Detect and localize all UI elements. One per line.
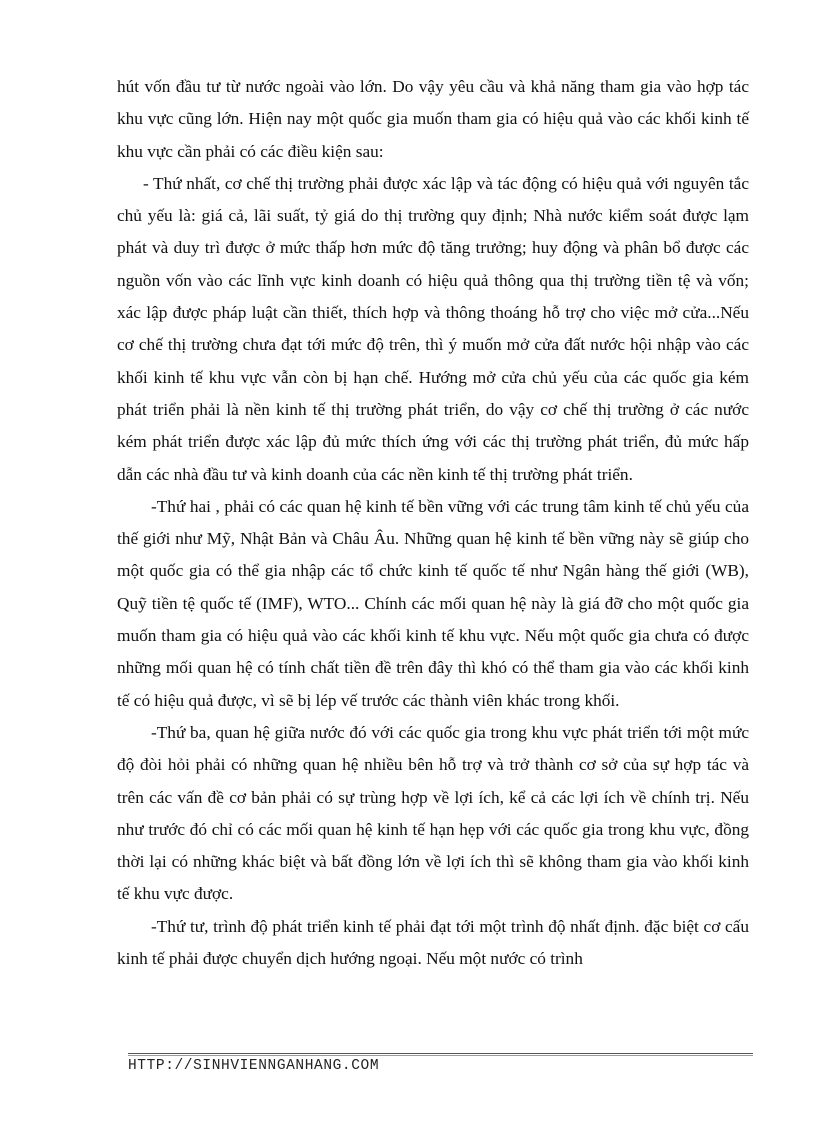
- paragraph-intro: hút vốn đầu tư từ nước ngoài vào lớn. Do vậy yêu cầu và khả năng tham gia vào hợp tác khu vực cũng lớn. Hiện nay một quốc gia muốn tham gia có hiệu quả vào các khối kinh tế khu vực cần phải có các điều kiện sau:: [117, 77, 749, 161]
- paragraph-fourth-condition: -Thứ tư, trình độ phát triển kinh tế phải đạt tới một trình độ nhất định. đặc biệt cơ cấu kinh tế phải được chuyển dịch hướng ngoại. Nếu một nước có trình: [117, 916, 749, 969]
- paragraph-second-condition: -Thứ hai , phải có các quan hệ kinh tế bền vững với các trung tâm kinh tế chủ yếu của thế giới như Mỹ, Nhật Bản và Châu Âu. Những quan hệ kinh tế bền vững này sẽ giúp cho một quốc gia có thể gia nhập các tổ chức kinh tế quốc tế như Ngân hàng thế giới (WB), Quỹ tiền tệ quốc tế (IMF), WTO... Chính các mối quan hệ này là giá đỡ cho một quốc gia muốn tham gia có hiệu quả vào các khối kinh tế khu vực. Nếu một quốc gia chưa có được những mối quan hệ có tính chất tiền đề trên đây thì khó có thể tham gia vào các khối kinh tế có hiệu quả được, vì sẽ bị lép vế trước các thành viên khác trong khối.: [117, 496, 749, 710]
- paragraph-third-condition: -Thứ ba, quan hệ giữa nước đó với các quốc gia trong khu vực phát triển tới một mức độ đòi hỏi phải có những quan hệ nhiều bên hỗ trợ và trở thành cơ sở của sự hợp tác và trên các vấn đề cơ bản phải có sự trùng hợp về lợi ích, kể cả các lợi ích về chính trị. Nếu như trước đó chỉ có các mối quan hệ kinh tế hạn hẹp với các quốc gia trong khu vực, đồng thời lại có những khác biệt và bất đồng lớn về lợi ích thì sẽ không tham gia vào khối kinh tế khu vực được.: [117, 722, 749, 904]
- document-body: [117, 71, 749, 975]
- paragraph-first-condition: - Thứ nhất, cơ chế thị trường phải được xác lập và tác động có hiệu quả với nguyên tắc chủ yếu là: giá cả, lãi suất, tỷ giá do thị trường quy định; Nhà nước kiểm soát được lạm phát và duy trì được ở mức thấp hơn mức độ tăng trưởng; huy động và phân bổ được các nguồn vốn vào các lĩnh vực kinh doanh có hiệu quả thông qua thị trường tiền tệ và vốn; xác lập được pháp luật cần thiết, thích hợp và thông thoáng hỗ trợ cho việc mở cửa...Nếu cơ chế thị trường chưa đạt tới mức độ trên, thì ý muốn mở cửa đất nước hội nhập vào các khối kinh tế khu vực vẫn còn bị hạn chế. Hướng mở cửa chủ yếu của các quốc gia kém phát triển phải là nền kinh tế thị trường phát triển, do vậy cơ chế thị trường ở các nước kém phát triển được xác lập đủ mức thích ứng với các thị trường phát triển, đủ mức hấp dẫn các nhà đầu tư và kinh doanh của các nền kinh tế thị trường phát triển.: [117, 173, 749, 484]
- footer-url: HTTP://SINHVIENNGANHANG.COM: [128, 1058, 380, 1074]
- footer-divider-secondary: [128, 1055, 753, 1056]
- footer-divider: [128, 1053, 753, 1054]
